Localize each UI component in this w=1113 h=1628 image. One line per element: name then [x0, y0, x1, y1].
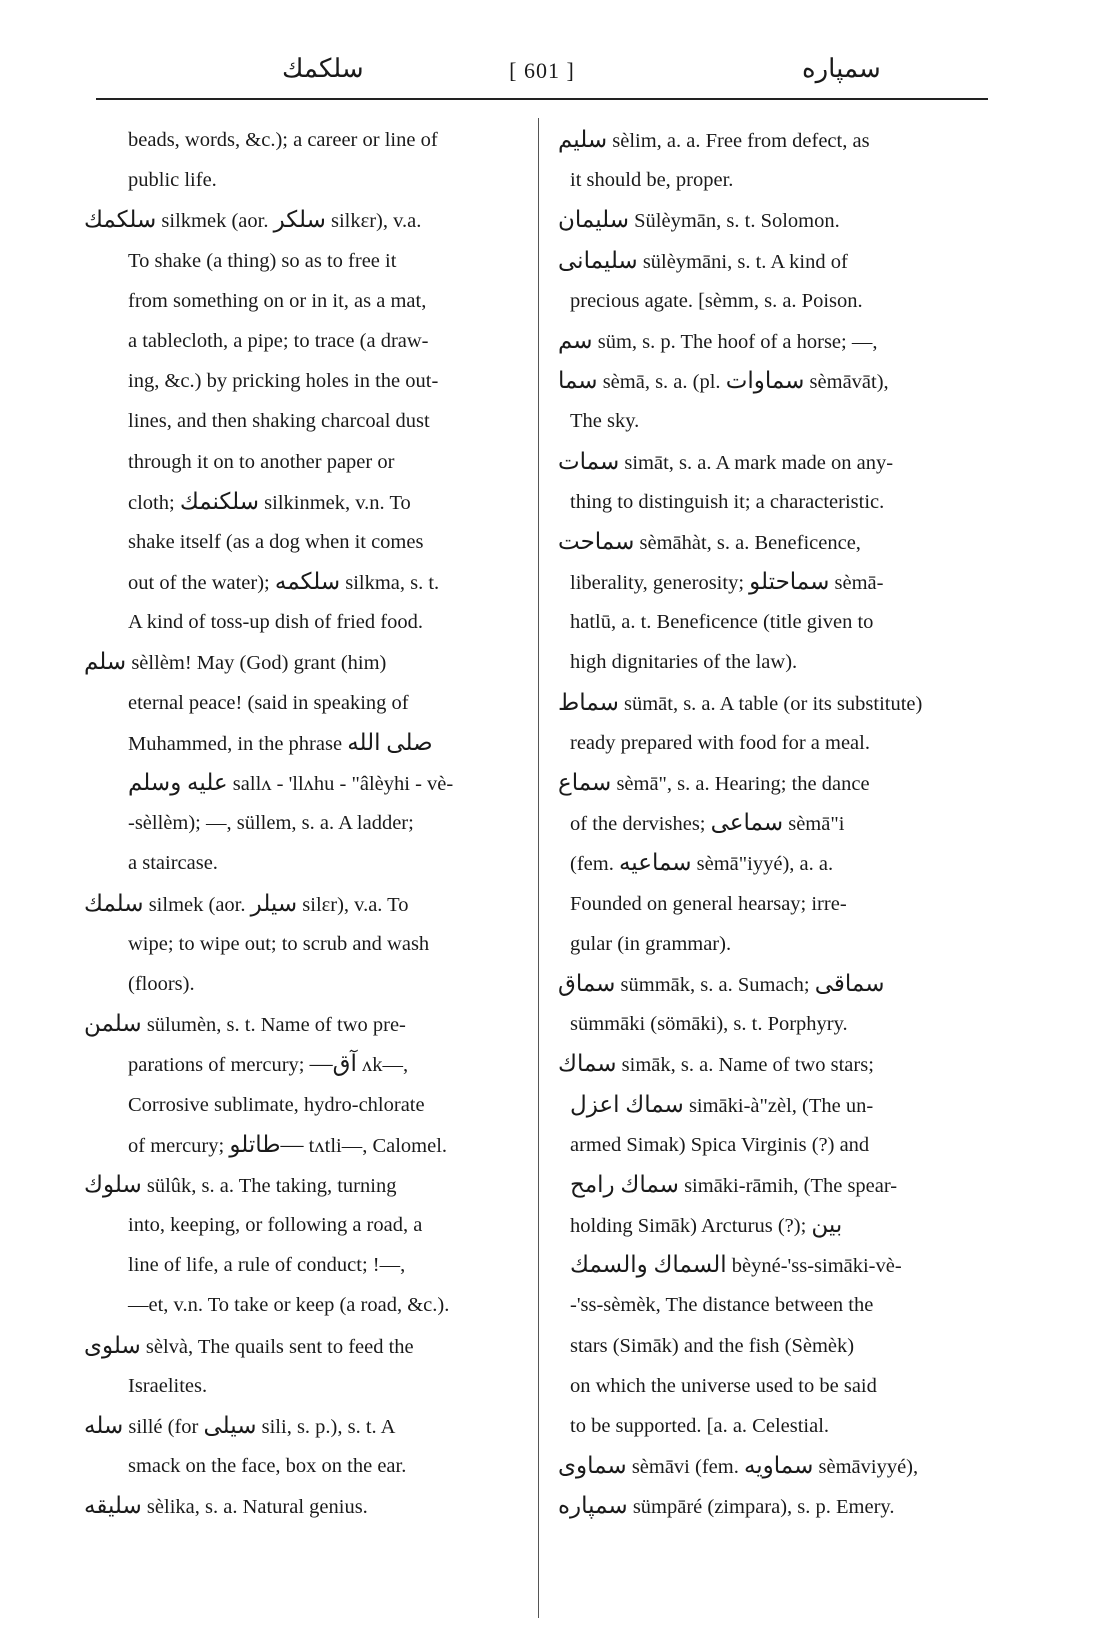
turkish-headword: السماك والسمك — [570, 1252, 727, 1278]
turkish-headword: سماوات — [725, 368, 805, 394]
entry-line — [84, 1085, 534, 1125]
entry-line — [84, 200, 534, 240]
entry-text: Sülèymān, s. t. Solomon. — [629, 210, 840, 233]
entry-text: stars (Simāk) and the fish (Sèmèk) — [570, 1334, 855, 1357]
entry-text: sèmā, s. a. (pl. — [597, 371, 726, 394]
turkish-headword: سماك رامح — [570, 1171, 679, 1197]
entry-line — [558, 1486, 990, 1526]
entry-text: Corrosive sublimate, hydro-chlorate — [128, 1093, 425, 1116]
entry-line — [84, 1366, 534, 1406]
entry-text: parations of mercury; — [128, 1054, 310, 1077]
entry-text: tʌtli—, Calomel. — [303, 1134, 448, 1157]
entry-text: silkma, s. t. — [340, 572, 440, 595]
entry-text: bèyné-'ss-simāki-vè- — [726, 1255, 902, 1278]
entry-line — [84, 843, 534, 883]
entry-text: ready prepared with food for a meal. — [570, 731, 870, 754]
turkish-headword: سمپاره — [558, 1493, 628, 1519]
entry-line — [84, 321, 534, 361]
entry-line — [558, 1044, 990, 1084]
turkish-headword: سماحتلو — [749, 569, 830, 595]
turkish-headword: سماعيه — [618, 850, 692, 876]
entry-line — [84, 1044, 534, 1084]
turkish-headword: سليمان — [558, 207, 630, 233]
entry-line — [558, 1085, 990, 1125]
entry-text: sèlim, a. a. Free from defect, as — [607, 130, 870, 152]
entry-text: liberality, generosity; — [570, 572, 750, 595]
entry-line — [558, 1326, 990, 1366]
entry-text: into, keeping, or following a road, a — [128, 1214, 423, 1237]
turkish-headword: سلوى — [84, 1332, 141, 1358]
entry-line — [558, 1205, 990, 1245]
turkish-headword: سلكمه — [274, 569, 341, 595]
entry-line — [558, 361, 990, 401]
entry-text: sili, s. p.), s. t. A — [256, 1416, 396, 1438]
entry-text: sèmā"iyyé), a. a. — [691, 853, 834, 876]
entry-line — [558, 281, 990, 321]
entry-text: of the dervishes; — [570, 813, 711, 836]
turkish-headword: سلكمك — [84, 207, 157, 233]
entry-text: sèmā"i — [783, 813, 845, 836]
entry-line — [84, 241, 534, 281]
entry-text: a staircase. — [128, 852, 218, 875]
turkish-headword: سماقى — [814, 970, 885, 996]
entry-text: simāt, s. a. A mark made on any- — [619, 451, 894, 474]
entry-line — [558, 160, 990, 200]
entry-text: sülèymāni, s. t. A kind of — [637, 250, 848, 273]
entry-text: süm, s. p. The hoof of a horse; —, — [592, 330, 878, 353]
entry-text: sèllèm! May (God) grant (him) — [126, 652, 387, 675]
entry-line — [558, 964, 990, 1004]
entry-line — [558, 642, 990, 682]
entry-text: to be supported. [a. a. Celestial. — [570, 1415, 830, 1437]
entry-text: sillé (for — [123, 1416, 204, 1438]
entry-text: silkεr), v.a. — [325, 210, 422, 233]
entry-line — [84, 1004, 534, 1044]
entry-text: Founded on general hearsay; irre- — [570, 892, 847, 915]
entry-line — [558, 562, 990, 602]
entry-line — [84, 1446, 534, 1486]
entry-text: cloth; — [128, 491, 180, 514]
entry-text: The sky. — [570, 410, 640, 433]
turkish-headword: سلم — [84, 649, 127, 675]
entry-text: line of life, a rule of conduct; !—, — [128, 1254, 406, 1277]
entry-line — [558, 442, 990, 482]
entry-line — [558, 1245, 990, 1285]
entry-text: sèmāhàt, s. a. Beneficence, — [634, 531, 861, 554]
right-column — [558, 120, 990, 1527]
entry-text: silkmek (aor. — [156, 210, 274, 233]
turkish-headword: سليم — [558, 127, 608, 152]
entry-text: sümmāk, s. a. Sumach; — [615, 973, 815, 996]
page-header — [96, 48, 988, 100]
entry-text: silkinmek, v.n. To — [259, 491, 411, 514]
column-divider — [538, 118, 539, 1618]
entry-text: sülumèn, s. t. Name of two pre- — [141, 1014, 406, 1037]
entry-line — [84, 1326, 534, 1366]
entry-line — [84, 160, 534, 200]
turkish-headword: عليه وسلم — [128, 770, 228, 795]
entry-line — [84, 964, 534, 1004]
entry-text: precious agate. [sèmm, s. a. Poison. — [570, 289, 863, 312]
entry-text: ʌk—, — [356, 1054, 409, 1077]
turkish-headword: سماويه — [743, 1453, 814, 1479]
entry-line — [84, 803, 534, 843]
turkish-headword: صلى الله — [347, 729, 433, 755]
entry-text: simāki-rāmih, (The spear- — [678, 1174, 898, 1197]
entry-text: sèmā- — [829, 572, 884, 595]
header-left-word: سلكمك — [282, 54, 364, 83]
turkish-headword: سماحت — [558, 528, 635, 554]
entry-line — [84, 522, 534, 562]
entry-line — [84, 1406, 534, 1446]
entry-text: To shake (a thing) so as to free it — [128, 249, 397, 272]
entry-text: sèmāviyyé), — [813, 1456, 919, 1479]
turkish-headword: آق— — [309, 1051, 357, 1077]
entry-text: (fem. — [570, 853, 619, 876]
entry-line — [558, 1446, 990, 1486]
entry-line — [558, 482, 990, 522]
entry-line — [84, 1245, 534, 1285]
turkish-headword: سماق — [558, 970, 616, 996]
entry-line — [558, 1366, 990, 1406]
entry-text: lines, and then shaking charcoal dust — [128, 410, 430, 433]
entry-text: out of the water); — [128, 572, 275, 595]
entry-line — [558, 763, 990, 803]
left-column — [84, 120, 534, 1527]
turkish-headword: سمات — [558, 448, 620, 474]
entry-line — [558, 321, 990, 361]
entry-line — [84, 562, 534, 602]
entry-line — [558, 1406, 990, 1446]
entry-text: sèmā", s. a. Hearing; the dance — [611, 773, 870, 795]
turkish-headword: سماع — [558, 770, 612, 795]
turkish-headword: سليمانى — [558, 247, 638, 273]
entry-text: wipe; to wipe out; to scrub and wash — [128, 932, 430, 955]
entry-text: beads, words, &c.); a career or line of — [128, 129, 438, 151]
turkish-headword: سيلى — [203, 1413, 257, 1438]
entry-line — [84, 1486, 534, 1526]
entry-text: (floors). — [128, 972, 195, 995]
turkish-headword: سماعى — [710, 810, 784, 836]
entry-line — [558, 723, 990, 763]
entry-text: hatlū, a. t. Beneficence (title given to — [570, 611, 874, 634]
entry-line — [558, 924, 990, 964]
entry-text: Israelites. — [128, 1374, 208, 1397]
turkish-headword: سلمك — [84, 890, 144, 916]
entry-text: on which the universe used to be said — [570, 1374, 877, 1397]
turkish-headword: سلوك — [84, 1171, 142, 1197]
entry-text: through it on to another paper or — [128, 450, 395, 473]
entry-line — [84, 924, 534, 964]
entry-line — [558, 241, 990, 281]
header-right-word: سمپاره — [802, 54, 881, 83]
entry-line — [84, 1165, 534, 1205]
entry-line — [84, 602, 534, 642]
turkish-headword: —طاتلو — [229, 1131, 304, 1157]
entry-line — [84, 1285, 534, 1325]
entry-text: Muhammed, in the phrase — [128, 732, 348, 755]
entry-line — [84, 1205, 534, 1245]
entry-text: silmek (aor. — [143, 893, 251, 916]
entry-text: —et, v.n. To take or keep (a road, &c.). — [128, 1294, 450, 1317]
entry-line — [558, 884, 990, 924]
entry-line — [84, 642, 534, 682]
entry-line — [84, 683, 534, 723]
entry-text: ing, &c.) by pricking holes in the out- — [128, 370, 439, 393]
entry-text: sümāt, s. a. A table (or its substitute) — [618, 692, 923, 715]
entry-text: sallʌ - 'llʌhu - "âlèyhi - vè- — [227, 773, 454, 795]
entry-line — [84, 723, 534, 763]
entry-text: sümmāki (sömāki), s. t. Porphyry. — [570, 1013, 848, 1036]
entry-text: silεr), v.a. To — [297, 893, 409, 916]
entry-line — [558, 602, 990, 642]
entry-text: sèmāvāt), — [804, 371, 889, 394]
entry-line — [558, 803, 990, 843]
turkish-headword: سيلر — [250, 890, 298, 916]
entry-text: -sèllèm); —, süllem, s. a. A ladder; — [128, 812, 414, 835]
entry-line — [558, 522, 990, 562]
turkish-headword: سماوى — [558, 1453, 627, 1479]
entry-text: shake itself (as a dog when it comes — [128, 530, 424, 553]
entry-text: sülûk, s. a. The taking, turning — [141, 1174, 397, 1197]
turkish-headword: سماك اعزل — [570, 1091, 684, 1117]
entry-text: thing to distinguish it; a characteristic. — [570, 490, 885, 513]
entry-line — [558, 1165, 990, 1205]
entry-line — [558, 1285, 990, 1325]
entry-line — [558, 1004, 990, 1044]
turkish-headword: سلكر — [273, 207, 326, 233]
entry-text: of mercury; — [128, 1134, 230, 1157]
entry-line — [84, 120, 534, 160]
turkish-headword: سماك — [558, 1051, 617, 1077]
entry-text: from something on or in it, as a mat, — [128, 289, 427, 312]
entry-text: sümpāré (zimpara), s. p. Emery. — [627, 1496, 895, 1519]
turkish-headword: سم — [558, 327, 593, 353]
entry-line — [558, 401, 990, 441]
entry-text: eternal peace! (said in speaking of — [128, 691, 409, 714]
entry-text: it should be, proper. — [570, 169, 734, 192]
turkish-headword: سله — [84, 1413, 124, 1438]
entry-line — [558, 683, 990, 723]
entry-text: sèlika, s. a. Natural genius. — [141, 1496, 368, 1519]
entry-text: public life. — [128, 169, 217, 192]
turkish-headword: سماط — [558, 689, 619, 715]
entry-text: a tablecloth, a pipe; to trace (a draw- — [128, 329, 429, 352]
turkish-headword: سما — [558, 368, 598, 394]
entry-text: smack on the face, box on the ear. — [128, 1455, 407, 1478]
entry-line — [84, 442, 534, 482]
entry-text: holding Simāk) Arcturus (?); — [570, 1215, 812, 1238]
entry-line — [84, 1125, 534, 1165]
turkish-headword: سليقه — [84, 1493, 142, 1519]
entry-line — [84, 482, 534, 522]
entry-line — [558, 120, 990, 160]
entry-text: high dignitaries of the law). — [570, 651, 798, 674]
turkish-headword: سلكنمك — [179, 488, 260, 514]
entry-line — [84, 401, 534, 441]
entry-text: simāk, s. a. Name of two stars; — [616, 1054, 874, 1077]
page-number: [ 601 ] — [509, 58, 575, 83]
entry-text: simāki-à"zèl, (The un- — [683, 1094, 874, 1117]
entry-text: gular (in grammar). — [570, 932, 732, 955]
entry-line — [84, 361, 534, 401]
entry-line — [84, 884, 534, 924]
entry-line — [558, 1125, 990, 1165]
entry-line — [558, 843, 990, 883]
turkish-headword: سلمن — [84, 1011, 142, 1037]
turkish-headword: بين — [811, 1212, 843, 1238]
entry-line — [84, 763, 534, 803]
entry-line — [558, 200, 990, 240]
entry-text: A kind of toss-up dish of fried food. — [128, 611, 423, 634]
entry-line — [84, 281, 534, 321]
entry-text: sèlvà, The quails sent to feed the — [140, 1335, 414, 1358]
entry-text: -'ss-sèmèk, The distance between the — [570, 1294, 874, 1317]
entry-text: armed Simak) Spica Virginis (?) and — [570, 1133, 870, 1156]
entry-text: sèmāvi (fem. — [626, 1456, 744, 1479]
